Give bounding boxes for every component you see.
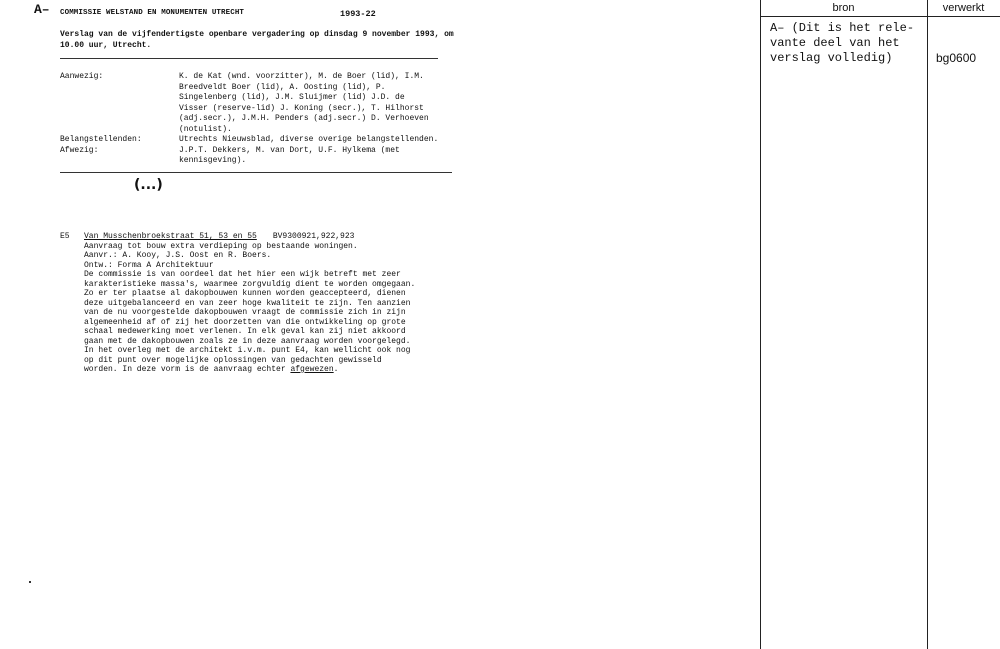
attendance-label: Belangstellenden: xyxy=(60,135,142,144)
item-line: Zo er ter plaatse al dakopbouwen kunnen worden geaccepteerd, dienen xyxy=(84,289,406,298)
item-address: Van Musschenbroekstraat 51, 53 en 55 xyxy=(84,232,257,241)
side-table xyxy=(760,0,1000,649)
divider xyxy=(60,172,452,173)
meeting-intro: Verslag van de vijfendertigste openbare vergadering op dinsdag 9 november 1993, om 10.00 uur, Utrecht. xyxy=(60,30,454,50)
item-line: In het overleg met de architekt i.v.m. punt E4, kan wellicht ook nog xyxy=(84,346,411,355)
processed-code: bg0600 xyxy=(936,51,977,65)
omission-marker: (...) xyxy=(134,177,163,193)
attendance-value: Utrechts Nieuwsblad, diverse overige belangstellenden. xyxy=(179,135,439,144)
document-number: 1993-22 xyxy=(340,9,376,19)
stray-mark xyxy=(29,581,31,583)
item-reference: BV9300921,922,923 xyxy=(272,232,355,241)
attendance-label: Afwezig: xyxy=(60,145,99,155)
attendance-row-absent xyxy=(60,146,479,167)
table-border xyxy=(927,0,928,649)
item-line-text: worden. In deze vorm is de aanvraag echter xyxy=(84,365,291,374)
column-header-bron: bron xyxy=(832,2,855,14)
attendance-list xyxy=(60,72,479,167)
item-body xyxy=(84,232,504,375)
item-line: algemeenheid af of zij het doorzetten van die ontwikkeling op grote xyxy=(84,317,406,327)
item-decision: afgewezen xyxy=(290,365,334,374)
table-header-border xyxy=(760,16,1000,17)
attendance-value: K. de Kat (wnd. voorzitter), M. de Boer (lid), I.M. Breedveldt Boer (lid), A. Oosting (lid), P. Singelenberg (lid), J.M. Sluijmer (lid) J.D. de Visser (reserve-lid) J. Koning (secr.), T. Hilhorst (adj.secr.), J.M.H. Penders (adj.secr.) D. Verhoeven (notulist). xyxy=(179,72,429,134)
item-line: Ontw.: Forma A Architektuur xyxy=(84,260,214,270)
item-code: E5 xyxy=(60,232,70,241)
item-line: karakteristieke massa's, waarmee zorgvuldig dient te worden omgegaan. xyxy=(84,279,416,289)
item-line: schaal medewerking moet verlenen. In elk geval kan zij niet akkoord xyxy=(84,327,406,336)
item-line: Aanvraag tot bouw extra verdieping op bestaande woningen. xyxy=(84,241,358,251)
item-line: op dit punt over mogelijke oplossingen van gedachten gewisseld xyxy=(84,355,382,365)
item-line: van de nu voorgestelde dakopbouwen vraagt de commissie zich in zijn xyxy=(84,308,406,317)
attendance-value: J.P.T. Dekkers, M. van Dort, U.F. Hylkema (met kennisgeving). xyxy=(179,145,400,165)
divider xyxy=(60,58,438,59)
attendance-label: Aanwezig: xyxy=(60,72,104,81)
item-line: deze uitgebalanceerd en van zeer hoge kwaliteit te zijn. Ten aanzien xyxy=(84,298,411,308)
item-line: De commissie is van oordeel dat het hier een wijk betreft met zeer xyxy=(84,270,401,279)
column-header-verwerkt: verwerkt xyxy=(942,2,985,14)
attendance-row-interested xyxy=(60,135,479,146)
document-title: COMMISSIE WELSTAND EN MONUMENTEN UTRECHT xyxy=(60,9,245,17)
item-line-end: . xyxy=(333,365,339,374)
item-line: Aanvr.: A. Kooy, J.S. Oost en R. Boers. xyxy=(84,251,272,260)
item-line-final xyxy=(84,365,504,375)
item-heading xyxy=(84,232,504,242)
table-border xyxy=(760,0,761,649)
item-line: gaan met de dakopbouwen zoals ze in deze aanvraag worden voorgelegd. xyxy=(84,336,411,346)
source-note: A– (Dit is het rele- vante deel van het verslag volledig) xyxy=(770,21,915,65)
document-marker: A– xyxy=(34,2,50,17)
attendance-row-present xyxy=(60,72,479,135)
